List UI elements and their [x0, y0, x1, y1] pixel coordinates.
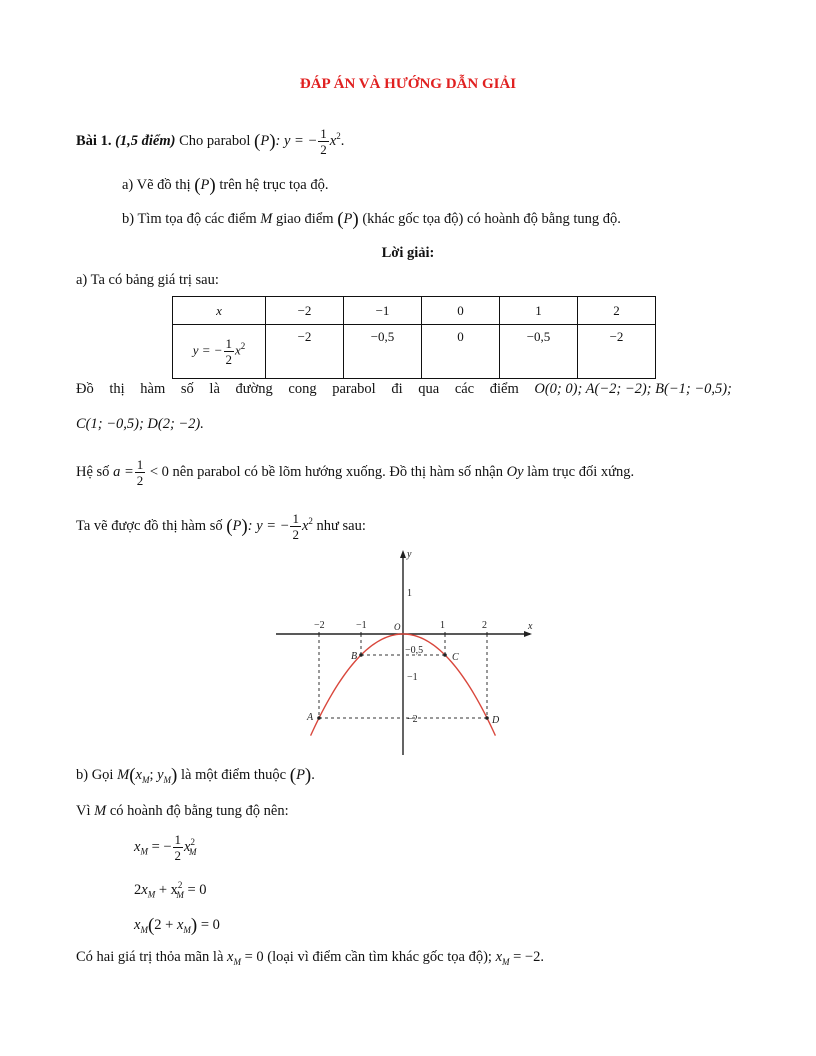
y-tick-label: 1 — [407, 588, 412, 599]
problem-part-b: b) Tìm tọa độ các điểm M giao điểm (P) (khác gốc tọa độ) có hoành độ bằng tung độ. — [122, 209, 621, 230]
table-cell: 2 — [578, 297, 656, 325]
values-table — [172, 296, 656, 379]
problem-statement: Bài 1. (1,5 điểm) Cho parabol (P): y = − $\frac{1}{2}$ $x^2$. — [76, 126, 345, 157]
table-row-x — [173, 297, 656, 325]
equation-3: $x_M(2 + x_M) = 0$ — [134, 915, 220, 936]
x-axis-label: x — [528, 621, 533, 632]
point-b — [359, 653, 363, 657]
part-a-intro: a) Ta có bảng giá trị sau: — [76, 272, 219, 288]
y-axis-arrow — [400, 550, 406, 558]
y-tick-label: −2 — [407, 714, 418, 725]
point-label-a: A — [307, 712, 314, 723]
table-cell: 0 — [422, 325, 500, 379]
equation-lhs: : y = − — [275, 132, 318, 149]
table-cell: 1 — [500, 297, 578, 325]
point-d — [485, 716, 489, 720]
problem-label: Bài 1. — [76, 132, 112, 149]
point-label-d: D — [492, 715, 500, 726]
point-label-c: C — [452, 652, 459, 663]
part-b-intro: b) Gọi $M(x_M$; $y_M$) là một điểm thuộc (P). — [76, 765, 315, 786]
table-cell: −0,5 — [344, 325, 422, 379]
coefficient-line: Hệ số a = $\frac{1}{2}$ < 0 nên parabol có bề lõm hướng xuống. Đồ thị hàm số nhận Oy làm trục đối xứng. — [76, 457, 635, 488]
problem-part-a: a) Vẽ đồ thị (P) trên hệ trục tọa độ. — [122, 175, 329, 196]
x-tick-label: −1 — [356, 620, 367, 631]
conclusion: Có hai giá trị thỏa mãn là $x_M = 0$ (loại vì điểm cần tìm khác gốc tọa độ); $x_M = -2$. — [76, 949, 544, 967]
x-tick-label: 1 — [440, 620, 445, 631]
equation-1: $x_M$ = − $\frac{1}{2}$ $x^2_M$ — [134, 832, 197, 863]
table-cell: −2 — [578, 325, 656, 379]
table-cell: −0,5 — [500, 325, 578, 379]
page-title: ĐÁP ÁN VÀ HƯỚNG DẪN GIẢI — [299, 76, 517, 92]
table-header-y: y = − $\frac{1}{2}$ $x^2$ — [173, 325, 266, 379]
point-label-b: B — [351, 651, 358, 662]
y-axis-label: y — [407, 549, 412, 560]
table-cell: −2 — [266, 297, 344, 325]
x-tick-label: 2 — [482, 620, 487, 631]
y-tick-label-mid: −0,5 — [405, 645, 424, 656]
problem-intro: Cho parabol — [179, 132, 251, 149]
table-cell: −2 — [266, 325, 344, 379]
part-b-reason: Vì M có hoành độ bằng tung độ nên: — [76, 803, 289, 819]
origin-label: O — [394, 622, 401, 632]
parabol-name: P — [260, 132, 270, 149]
draw-intro-line: Ta vẽ được đồ thị hàm số (P): y = − $\frac{1}{2}$ $x^2$ như sau: — [76, 511, 366, 542]
table-cell: −1 — [344, 297, 422, 325]
x-tick-label: −2 — [314, 620, 325, 631]
y-tick-label: −1 — [407, 672, 418, 683]
table-header-x: x — [173, 297, 266, 325]
point-c — [443, 653, 447, 657]
points-line-1: Đồ thị hàm số là đường cong parabol đi qua các điểm O(0; 0); A(−2; −2); B(−1; −0,5); — [76, 381, 732, 397]
problem-score: (1,5 điểm) — [115, 132, 176, 149]
point-a — [317, 716, 321, 720]
table-row-y — [173, 325, 656, 379]
equation-2: $2x_M + x^2_M = 0$ — [134, 880, 207, 900]
table-cell: 0 — [422, 297, 500, 325]
solution-heading: Lời giải: — [381, 245, 435, 261]
points-line-2: C(1; −0,5); D(2; −2). — [76, 416, 204, 432]
equation-fraction: $\frac{1}{2}$ — [320, 126, 327, 157]
parabola-graph — [270, 545, 550, 760]
